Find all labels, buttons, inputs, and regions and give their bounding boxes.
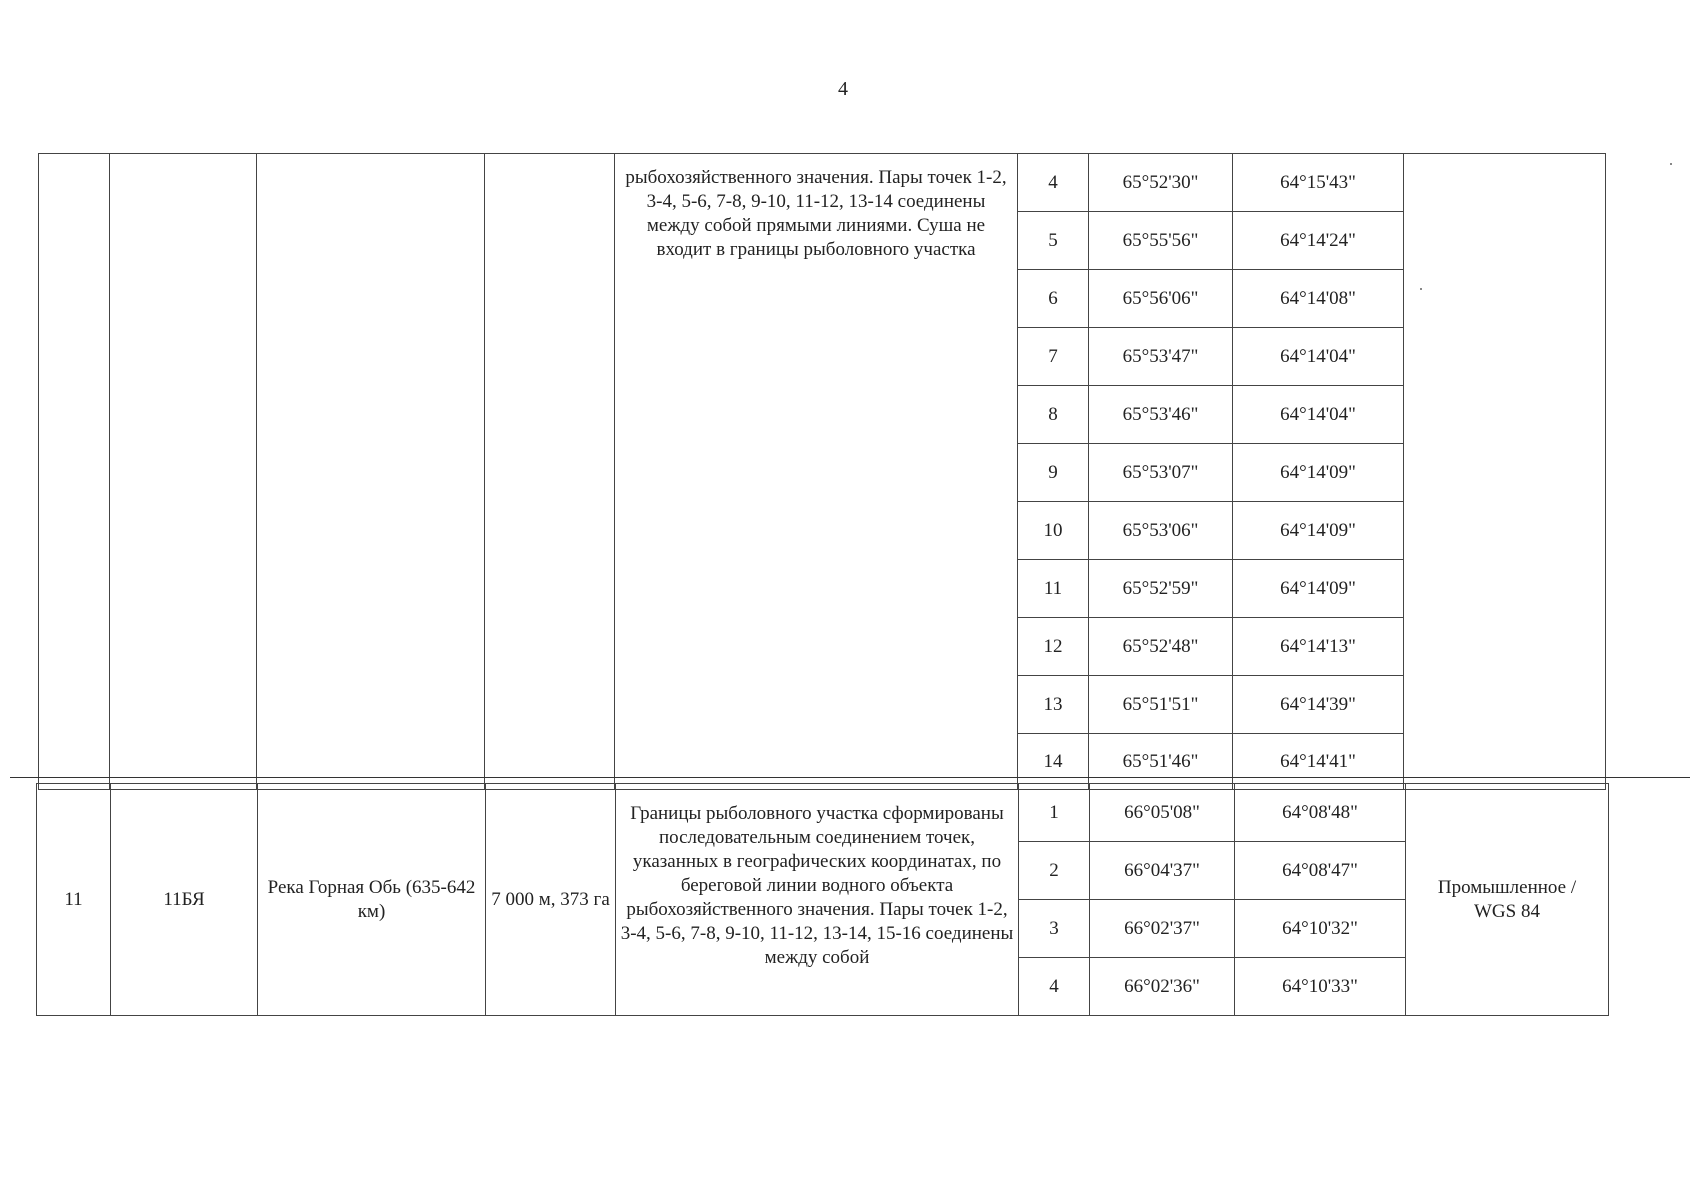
- point-longitude: 64°14'41": [1233, 734, 1404, 790]
- boundary-description-cell: рыбохозяйственного значения. Пары точек 1-2, 3-4, 5-6, 7-8, 9-10, 11-12, 13-14 соединены между собой прямыми линиями. Суша не входит в границы рыболовного участка: [615, 154, 1018, 790]
- point-number: 7: [1018, 328, 1089, 386]
- point-longitude: 64°14'04": [1233, 328, 1404, 386]
- point-latitude: 65°52'59": [1089, 560, 1233, 618]
- point-latitude: 66°02'36": [1090, 958, 1235, 1016]
- point-longitude: 64°14'09": [1233, 502, 1404, 560]
- plot-name-cell: Река Горная Обь (635-642 км): [258, 784, 486, 1016]
- point-number: 11: [1018, 560, 1089, 618]
- point-longitude: 64°14'09": [1233, 444, 1404, 502]
- point-longitude: 64°15'43": [1233, 154, 1404, 212]
- point-number: 8: [1018, 386, 1089, 444]
- coordinates-table-continued: [38, 153, 1606, 790]
- point-latitude: 65°55'56": [1089, 212, 1233, 270]
- boundary-description-cell: Границы рыболовного участка сформированы последовательным соединением точек, указанных в географических координатах, по береговой линии водного объекта рыбохозяйственного значения. Пары точек 1-2, 3-4, 5-6, 7-8, 9-10, 11-12, 13-14, 15-16 соединены между собой: [616, 784, 1019, 1016]
- point-number: 14: [1018, 734, 1089, 790]
- point-latitude: 65°51'51": [1089, 676, 1233, 734]
- row-number-cell: [39, 154, 110, 790]
- point-longitude: 64°10'33": [1235, 958, 1406, 1016]
- point-latitude: 65°52'48": [1089, 618, 1233, 676]
- point-longitude: 64°14'24": [1233, 212, 1404, 270]
- purpose-cell: Промышленное / WGS 84: [1406, 784, 1609, 1016]
- point-longitude: 64°10'32": [1235, 900, 1406, 958]
- point-longitude: 64°14'13": [1233, 618, 1404, 676]
- table-row: [37, 784, 1609, 842]
- plot-code-cell: 11БЯ: [111, 784, 258, 1016]
- point-latitude: 66°02'37": [1090, 900, 1235, 958]
- point-latitude: 65°56'06": [1089, 270, 1233, 328]
- point-latitude: 65°53'46": [1089, 386, 1233, 444]
- point-number: 1: [1019, 784, 1090, 842]
- point-number: 4: [1019, 958, 1090, 1016]
- table-row: [39, 154, 1606, 212]
- point-longitude: 64°08'47": [1235, 842, 1406, 900]
- point-number: 9: [1018, 444, 1089, 502]
- scan-speck: [1420, 288, 1422, 290]
- point-number: 13: [1018, 676, 1089, 734]
- point-longitude: 64°14'39": [1233, 676, 1404, 734]
- row-divider-line: [10, 777, 1690, 778]
- coordinates-table-row-11: [36, 783, 1609, 1016]
- row-number-cell: 11: [37, 784, 111, 1016]
- point-number: 2: [1019, 842, 1090, 900]
- point-latitude: 65°51'46": [1089, 734, 1233, 790]
- point-number: 5: [1018, 212, 1089, 270]
- scan-speck: [1670, 163, 1672, 165]
- point-latitude: 66°05'08": [1090, 784, 1235, 842]
- purpose-cell: [1404, 154, 1606, 790]
- point-longitude: 64°14'08": [1233, 270, 1404, 328]
- point-latitude: 65°53'47": [1089, 328, 1233, 386]
- point-latitude: 66°04'37": [1090, 842, 1235, 900]
- point-number: 4: [1018, 154, 1089, 212]
- point-number: 12: [1018, 618, 1089, 676]
- point-latitude: 65°53'07": [1089, 444, 1233, 502]
- plot-size-cell: [485, 154, 615, 790]
- page-number: 4: [838, 78, 848, 100]
- point-latitude: 65°53'06": [1089, 502, 1233, 560]
- point-longitude: 64°08'48": [1235, 784, 1406, 842]
- point-latitude: 65°52'30": [1089, 154, 1233, 212]
- plot-size-cell: 7 000 м, 373 га: [486, 784, 616, 1016]
- point-number: 3: [1019, 900, 1090, 958]
- plot-code-cell: [110, 154, 257, 790]
- point-longitude: 64°14'09": [1233, 560, 1404, 618]
- point-longitude: 64°14'04": [1233, 386, 1404, 444]
- point-number: 10: [1018, 502, 1089, 560]
- plot-name-cell: [257, 154, 485, 790]
- point-number: 6: [1018, 270, 1089, 328]
